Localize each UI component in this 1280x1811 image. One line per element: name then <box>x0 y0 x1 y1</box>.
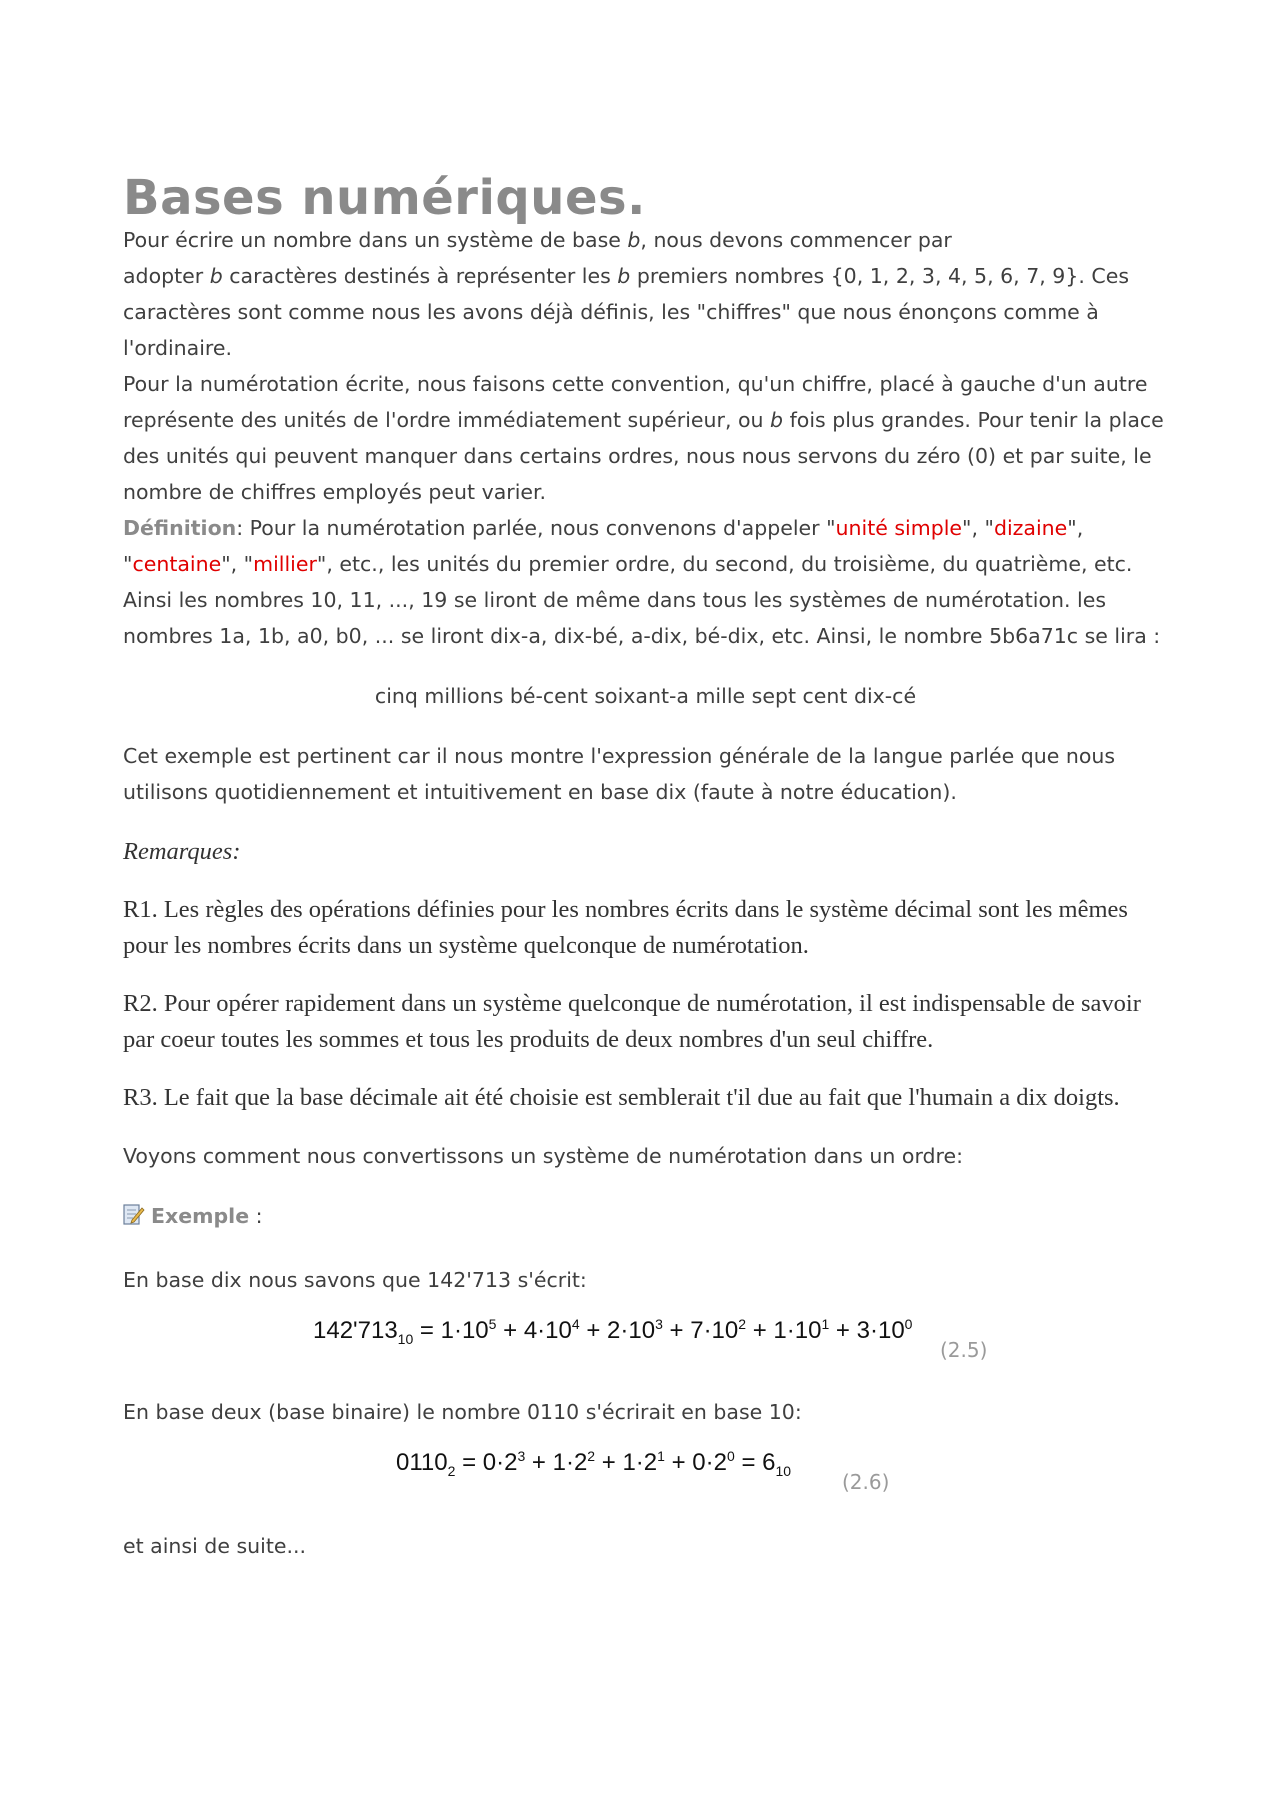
remark-r2: R2. Pour opérer rapidement dans un système quelconque de numérotation, il est indispensable de savoir par coeur toutes les sommes et tous les produits de deux nombres d'un seul chiffre. <box>123 990 1141 1053</box>
page-title: Bases numériques. <box>123 170 646 226</box>
term-millier: millier <box>253 552 317 576</box>
variable-b: b <box>617 264 631 288</box>
definition-label: Définition <box>123 516 237 540</box>
document-page <box>123 170 1168 1564</box>
remark-r3: R3. Le fait que la base décimale ait été choisie est semblerait t'il due au fait que l'humain a dix doigts. <box>123 1084 1120 1111</box>
variable-b: b <box>627 228 641 252</box>
example-heading: Exemple : <box>123 1198 1168 1238</box>
variable-b: b <box>770 408 784 432</box>
formula-2-5-expression: $142'713_{10} = 1\cdot 10^5 + 4\cdot 10^4 + 2\cdot 10^3 + 7\cdot 10^2 + 1\cdot 10^1 + 3\cdot 10^0$ <box>313 1316 913 1347</box>
variable-b: b <box>209 264 223 288</box>
definition-paragraph: Définition: Pour la numérotation parlée, nous convenons d'appeler "unité simple", "dizaine", "centaine", "millier", etc., les unités du premier ordre, du second, du troisième, du quatrième, etc. Ainsi les nombres 10, 11, ..., 19 se liront de même dans tous les systèmes de numérotation. les nombres 1a, 1b, a0, b0, ... se liront dix-a, dix-bé, a-dix, bé-dix, etc. Ainsi, le nombre 5b6a71c se lira : <box>123 516 1161 648</box>
formula-2-5 <box>123 1312 1168 1370</box>
intro-paragraph-1: Pour écrire un nombre dans un système de base b, nous devons commencer par adopter b caractères destinés à représenter les b premiers nombres {0, 1, 2, 3, 4, 5, 6, 7, 9}. Ces caractères sont comme nous les avons déjà définis, les "chiffres" que nous énonçons comme à l'ordinaire. <box>123 228 1130 360</box>
term-unite-simple: unité simple <box>835 516 963 540</box>
closing-text: et ainsi de suite... <box>123 1534 307 1558</box>
example-reading: cinq millions bé-cent soixant-a mille sept cent dix-cé <box>374 684 917 708</box>
term-centaine: centaine <box>132 552 222 576</box>
formula-2-6 <box>123 1444 1168 1502</box>
remarks-heading: Remarques: <box>123 838 241 865</box>
pertinent-paragraph: Cet exemple est pertinent car il nous montre l'expression générale de la langue parlée que nous utilisons quotidiennement et intuitivement en base dix (faute à notre éducation). <box>123 744 1116 804</box>
term-dizaine: dizaine <box>993 516 1068 540</box>
intro-paragraph-2: Pour la numérotation écrite, nous faisons cette convention, qu'un chiffre, placé à gauche d'un autre représente des unités de l'ordre immédiatement supérieur, ou b fois plus grandes. Pour tenir la place des unités qui peuvent manquer dans certains ordres, nous nous servons du zéro (0) et par suite, le nombre de chiffres employés peut varier. <box>123 372 1164 504</box>
base10-intro: En base dix nous savons que 142'713 s'écrit: <box>123 1268 587 1292</box>
remark-r1: R1. Les règles des opérations définies pour les nombres écrits dans le système décimal sont les mêmes pour les nombres écrits dans un système quelconque de numérotation. <box>123 896 1128 959</box>
formula-2-6-expression: $0110_2 = 0\cdot 2^3 + 1\cdot 2^2 + 1\cdot 2^1 + 0\cdot 2^0 = 6_{10}$ <box>396 1448 792 1479</box>
notepad-pencil-icon <box>123 1202 145 1238</box>
equation-number: (2.5) <box>940 1338 988 1362</box>
base2-intro: En base deux (base binaire) le nombre 0110 s'écrirait en base 10: <box>123 1400 802 1424</box>
equation-number: (2.6) <box>842 1470 890 1494</box>
convert-intro: Voyons comment nous convertissons un système de numérotation dans un ordre: <box>123 1144 964 1168</box>
